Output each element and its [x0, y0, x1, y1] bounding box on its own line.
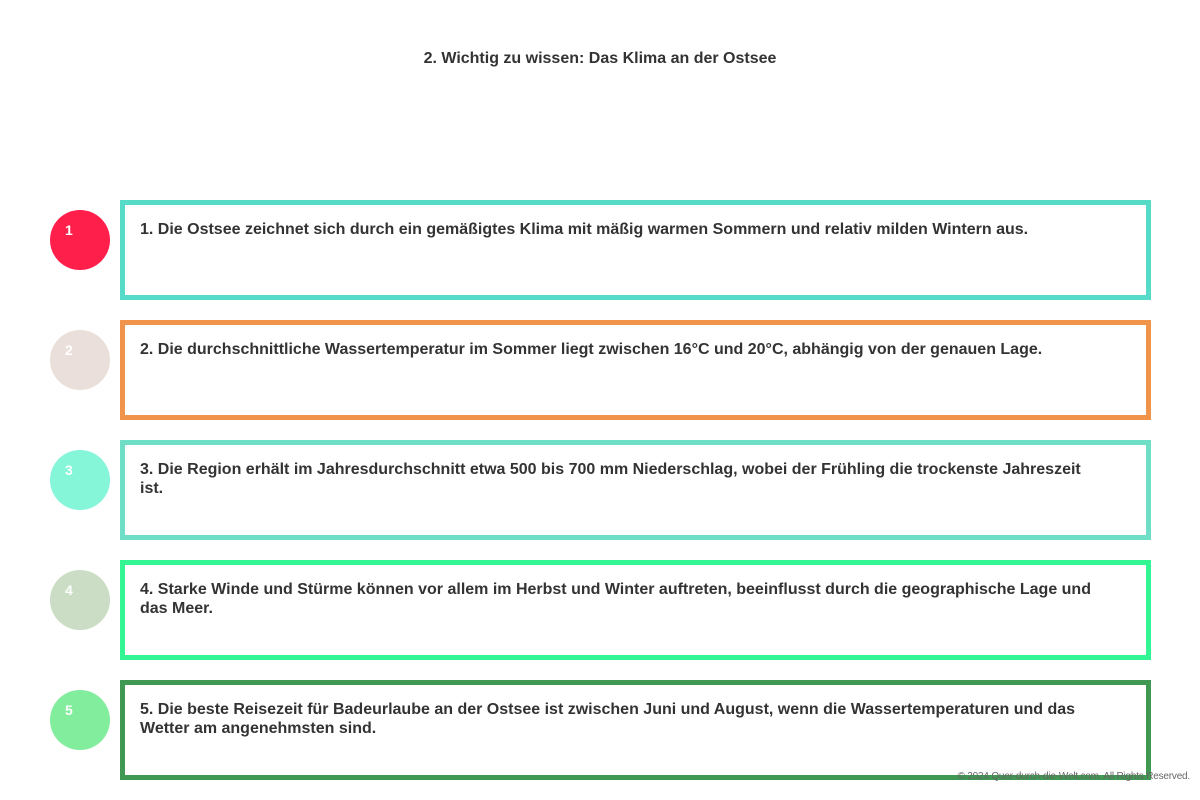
info-text: 5. Die beste Reisezeit für Badeurlaube an der Ostsee ist zwischen Juni und August, wenn die Wassertemperaturen und das Wetter am angenehmsten sind. [140, 701, 1076, 737]
number-badge [50, 210, 110, 270]
list-item [0, 200, 1200, 300]
info-text: 4. Starke Winde und Stürme können vor allem im Herbst und Winter auftreten, beeinflusst durch die geographische Lage und das Meer. [140, 581, 1091, 617]
badge-number: 5 [65, 702, 73, 718]
info-box [120, 680, 1151, 780]
number-badge [50, 570, 110, 630]
list-item [0, 680, 1200, 780]
info-text: 3. Die Region erhält im Jahresdurchschnitt etwa 500 bis 700 mm Niederschlag, wobei der Frühling die trockenste Jahreszeit ist. [140, 461, 1081, 497]
number-badge [50, 450, 110, 510]
info-box [120, 200, 1151, 300]
info-text: 2. Die durchschnittliche Wassertemperatur im Sommer liegt zwischen 16°C und 20°C, abhängig von der genauen Lage. [140, 341, 1043, 358]
number-badge [50, 690, 110, 750]
info-text: 1. Die Ostsee zeichnet sich durch ein gemäßigtes Klima mit mäßig warmen Sommern und relativ milden Wintern aus. [140, 221, 1029, 238]
copyright-footer: © 2024 Quer-durch-die-Welt.com. All Rights Reserved. [957, 771, 1190, 782]
info-box [120, 320, 1151, 420]
badge-number: 3 [65, 462, 73, 478]
info-box [120, 440, 1151, 540]
badge-number: 1 [65, 222, 73, 238]
list-item [0, 440, 1200, 540]
badge-number: 2 [65, 342, 73, 358]
number-badge [50, 330, 110, 390]
info-box [120, 560, 1151, 660]
list-item [0, 560, 1200, 660]
badge-number: 4 [65, 582, 73, 598]
page-title: 2. Wichtig zu wissen: Das Klima an der Ostsee [423, 50, 777, 67]
list-item [0, 320, 1200, 420]
